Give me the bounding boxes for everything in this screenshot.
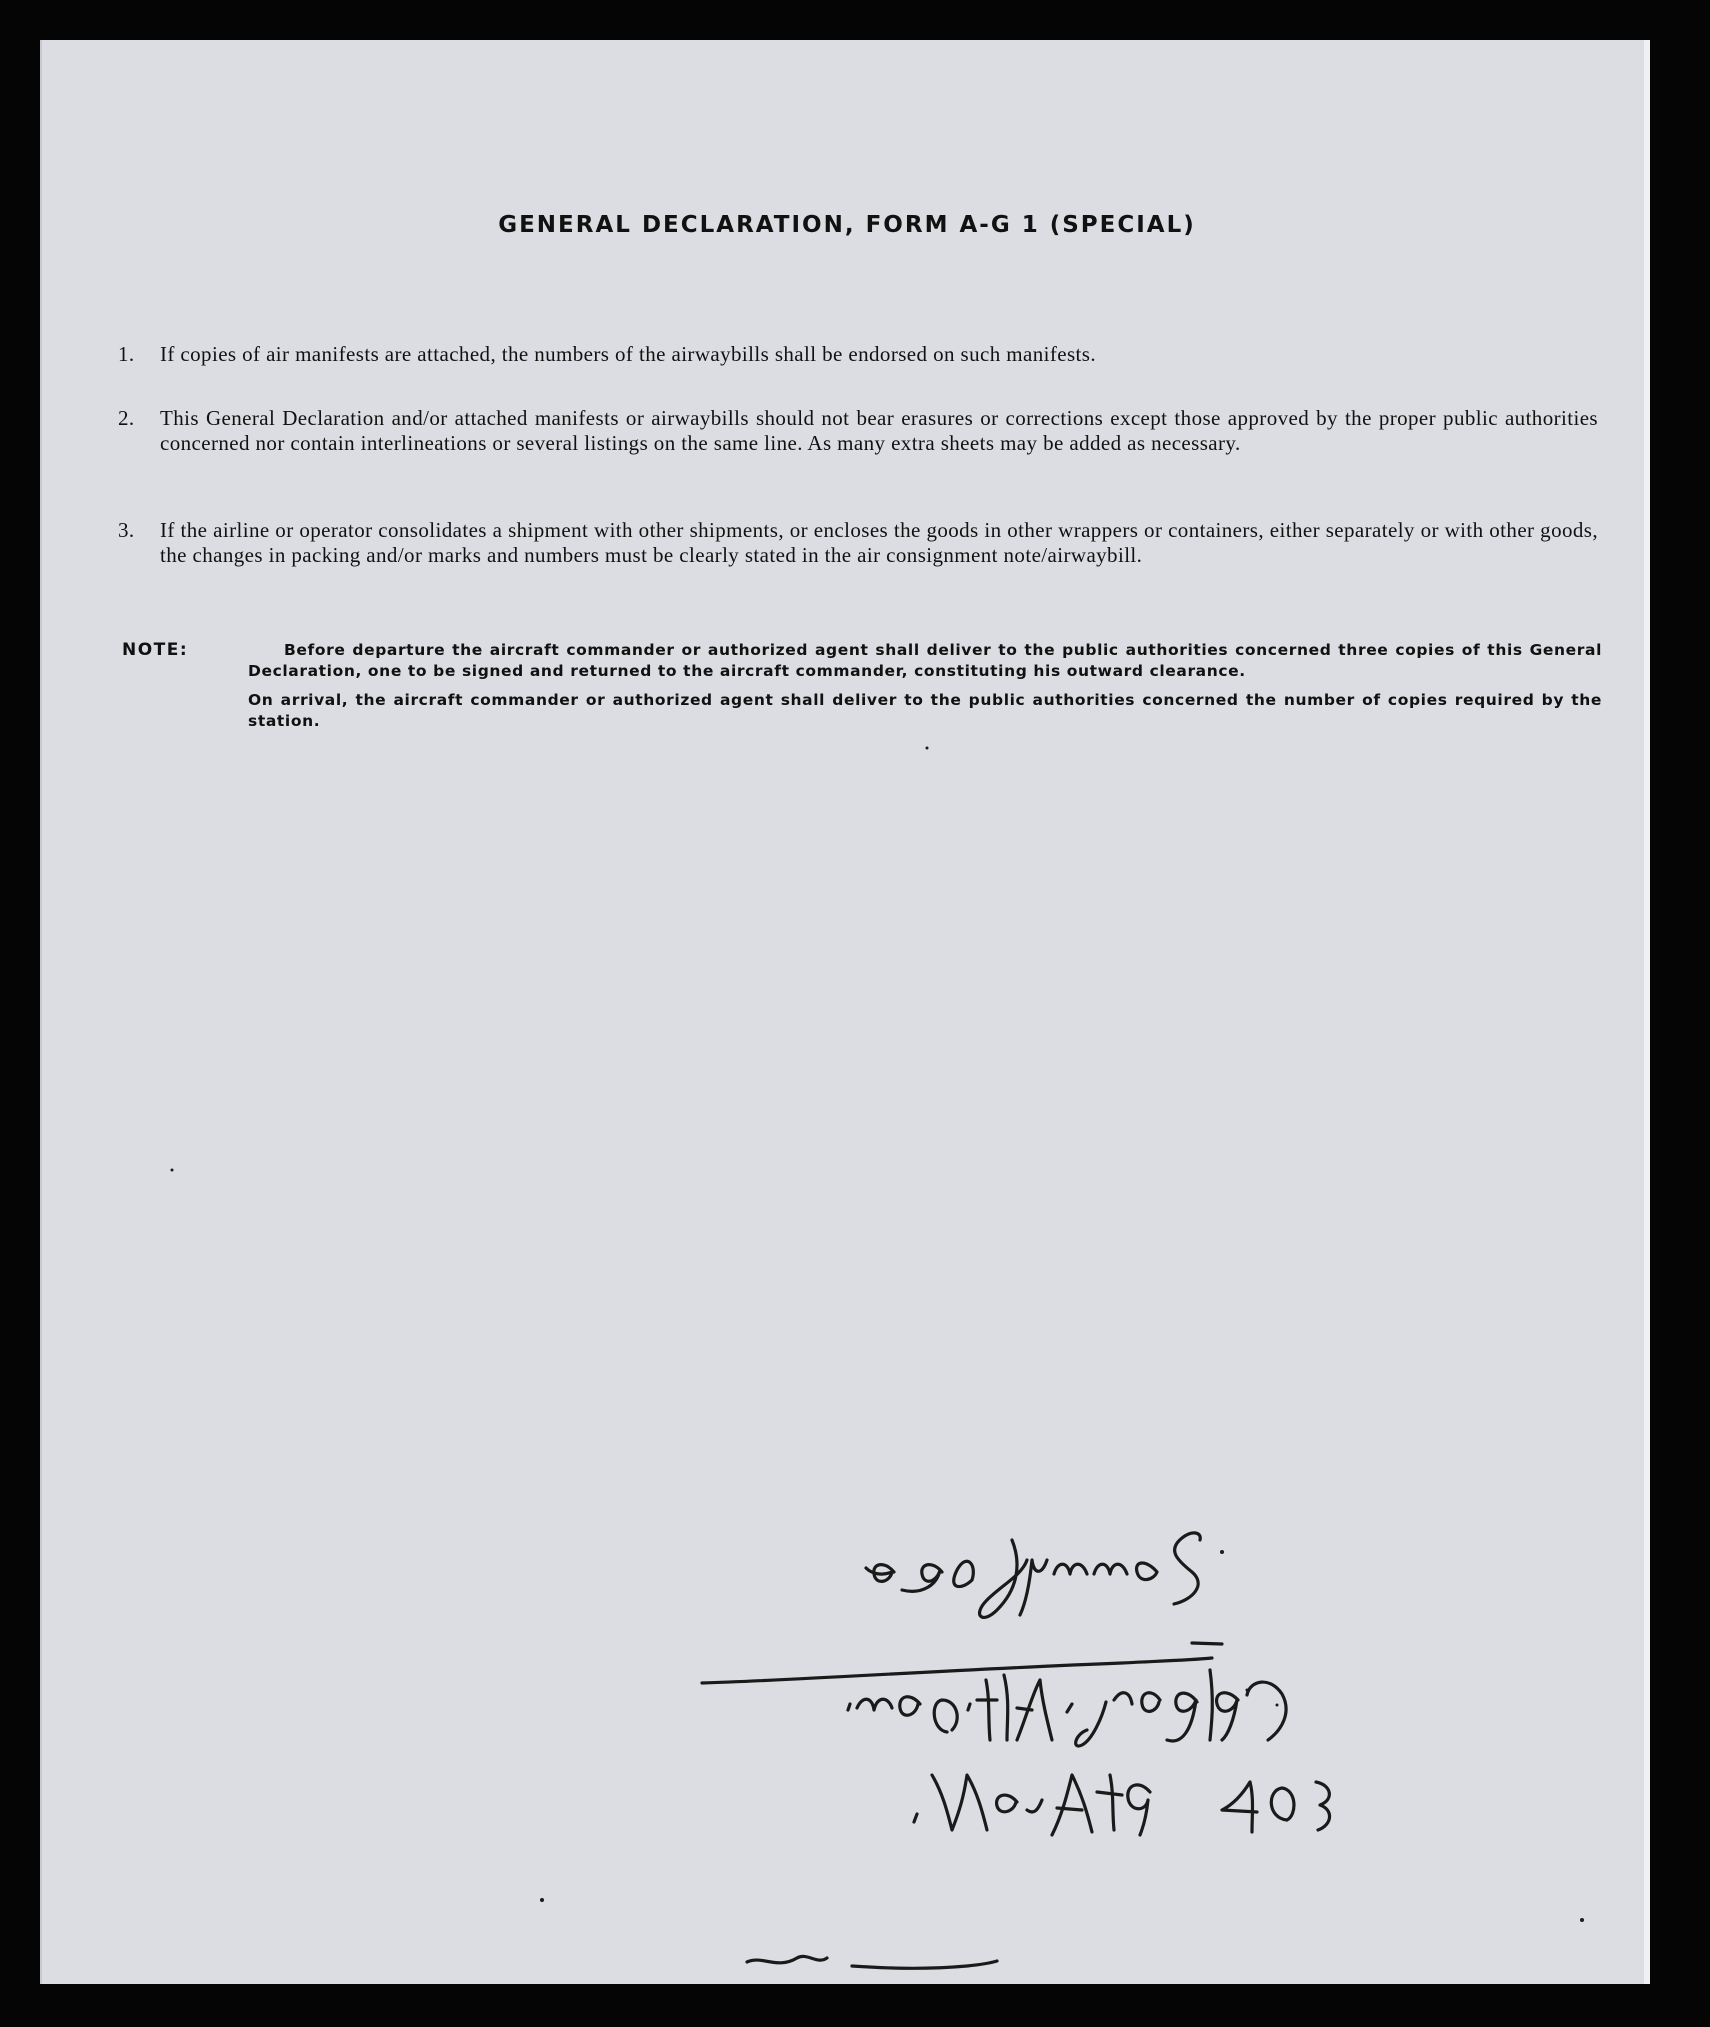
note-paragraph-departure: Before departure the aircraft commander or authorized agent shall deliver to the public authorities concerned three copies of this General Declaration, one to be signed and returned to the aircraft commander, constituting his outward clearance. (248, 641, 1602, 680)
item-number: 2. (118, 406, 135, 430)
note-paragraph-arrival: On arrival, the aircraft commander or authorized agent shall deliver to the public authorities concerned the number of copies required by the station. (248, 691, 1602, 730)
item-number: 1. (118, 342, 135, 366)
form-title: GENERAL DECLARATION, FORM A-G 1 (SPECIAL) (498, 212, 1196, 238)
item-text: This General Declaration and/or attached manifests or airwaybills should not bear erasures or corrections except those approved by the proper public authorities concerned nor contain interlineations or several listings on the same line. As many extra sheets may be added as necessary. (160, 406, 1598, 455)
item-number: 3. (118, 518, 135, 542)
item-text: If the airline or operator consolidates a shipment with other shipments, or encloses the goods in other wrappers or containers, either separately or with other goods, the changes in packing and/or marks and numbers must be clearly stated in the air consignment note/airwaybill. (160, 518, 1598, 567)
handwritten-address-signature (42, 40, 1652, 1984)
item-text: If copies of air manifests are attached, the numbers of the airwaybills shall be endorsed on such manifests. (160, 342, 1096, 366)
note-label: NOTE: (122, 640, 189, 660)
paper-sheet (40, 40, 1650, 1984)
